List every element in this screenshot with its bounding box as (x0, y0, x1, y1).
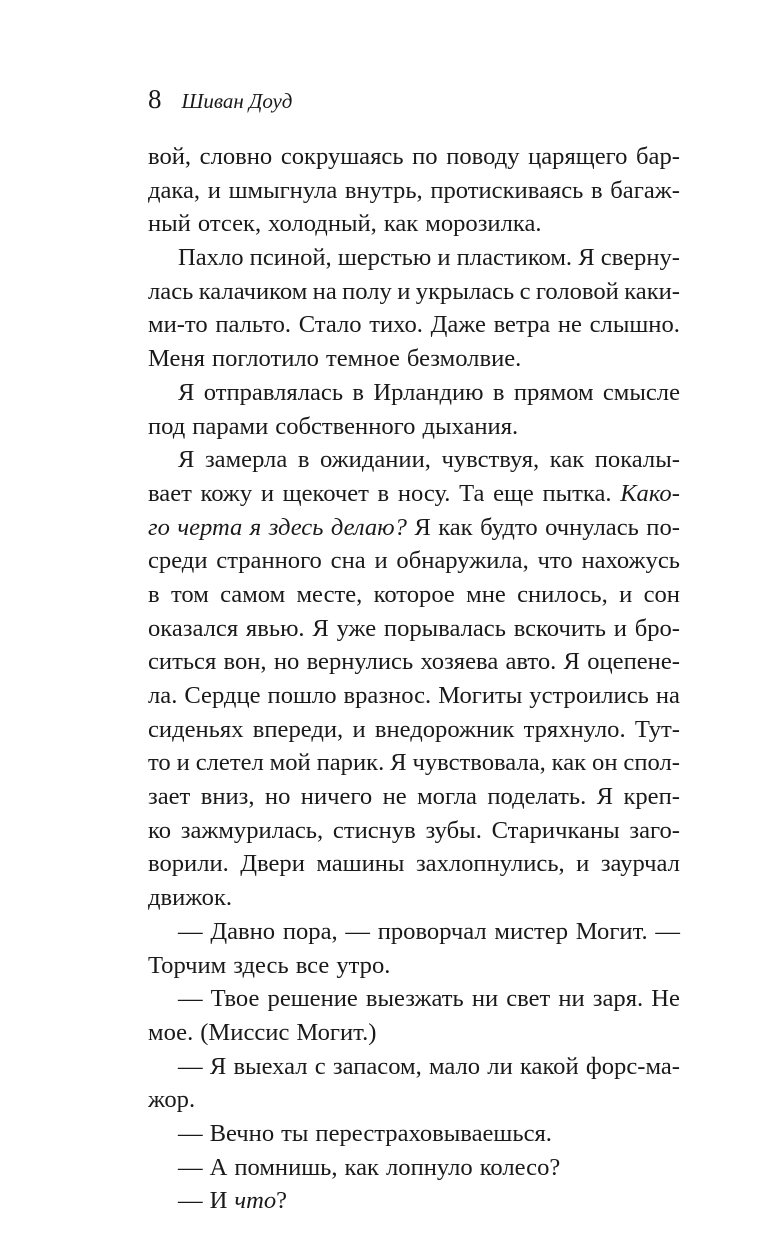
word: ли (487, 1052, 513, 1080)
word: сокрушаясь (280, 143, 404, 170)
word: безмолвие. (406, 345, 522, 373)
word: Двери (240, 850, 305, 878)
word: как (438, 513, 473, 541)
text-line (148, 847, 680, 881)
word: Та (459, 479, 485, 507)
word: с (519, 277, 531, 305)
text-line (148, 713, 680, 747)
word: на (312, 277, 337, 305)
word: утро. (336, 951, 391, 979)
word: еще (493, 479, 534, 507)
word: обнаружила, (396, 547, 529, 575)
word: Я (563, 648, 580, 676)
word: все (295, 951, 330, 979)
word: помнишь, (234, 1153, 338, 1181)
word: могла (417, 783, 477, 811)
word: — (178, 917, 203, 945)
word: дыхания. (422, 412, 519, 440)
word: пошло (267, 682, 337, 709)
word: вернулись (306, 648, 414, 676)
word: мое. (148, 1018, 194, 1046)
word: смысле (602, 378, 680, 406)
word: среди (148, 547, 208, 575)
word: проворчал (377, 917, 487, 945)
text-line (148, 1050, 680, 1084)
word: Стало (298, 311, 362, 339)
word: шмыгнула (228, 176, 338, 204)
word: заря. (592, 985, 644, 1013)
text-line (148, 1184, 680, 1218)
word: сон (643, 580, 680, 608)
text-line (148, 1016, 680, 1050)
word: нахожусь (581, 547, 680, 575)
word: и (352, 715, 366, 743)
word: делаю? (330, 513, 407, 541)
word: Ирландию (373, 378, 484, 406)
word: отправлялась (203, 378, 344, 406)
text-line (148, 342, 680, 376)
text-line (148, 477, 680, 511)
word: форс-ма- (585, 1052, 680, 1080)
word: в (591, 176, 603, 204)
word: чувствуя, (441, 446, 540, 474)
text-line (148, 982, 680, 1016)
word: под (148, 412, 186, 440)
word: внедорожник (374, 715, 515, 743)
text-line (148, 915, 680, 949)
text-line (148, 241, 680, 275)
word: но (273, 648, 300, 676)
word: Тут- (634, 715, 680, 743)
word: авто. (505, 648, 557, 676)
word: будто (480, 513, 538, 541)
word: месте, (296, 580, 363, 608)
word: слышно. (589, 311, 680, 339)
word: вниз, (200, 783, 255, 811)
word: ничего (300, 783, 373, 811)
word: снилось, (517, 580, 608, 608)
text-line (148, 410, 680, 444)
word: пытка. (542, 479, 612, 507)
word: ты (281, 1119, 309, 1147)
word: слетел (195, 749, 264, 777)
word: — (655, 917, 680, 945)
word: Давно (210, 917, 276, 945)
text-line (148, 207, 680, 241)
text-line (148, 780, 680, 814)
word: Я (414, 513, 431, 541)
word: Торчим (148, 951, 227, 979)
text-line (148, 679, 680, 713)
word: здесь (233, 951, 289, 979)
word: зает (148, 783, 191, 811)
word: на (655, 682, 680, 709)
word: черта (177, 513, 243, 541)
word: ситься (148, 648, 217, 676)
word: (Миссис (200, 1018, 290, 1046)
word: лась (148, 277, 194, 305)
word: странного (216, 547, 322, 575)
body-text (148, 140, 680, 1218)
word: пластиком. (456, 244, 573, 272)
word: Я (209, 1052, 227, 1080)
word: запасом, (332, 1052, 422, 1080)
word: сна (330, 547, 366, 575)
word: — (178, 1052, 203, 1080)
word: в (352, 378, 365, 406)
word: А (209, 1153, 228, 1181)
word: мало (428, 1052, 481, 1080)
word: и (207, 176, 221, 204)
word: самом (220, 580, 286, 608)
word: го (148, 513, 170, 541)
word: полу (342, 277, 392, 305)
word: дака, (148, 176, 201, 204)
word: жор. (148, 1086, 196, 1114)
running-head-author: Шиван Доуд (181, 89, 293, 113)
word: перестраховываешься. (315, 1119, 552, 1147)
word: укрылась (415, 277, 515, 305)
word: явью. (245, 614, 305, 642)
word: ни (471, 985, 499, 1013)
word: колесо? (479, 1153, 561, 1181)
text-line (148, 140, 680, 174)
text-line (148, 1117, 680, 1151)
word: порывалась (383, 614, 506, 642)
word: внутрь, (344, 176, 423, 204)
word: Твое (210, 985, 260, 1013)
word: парик. (316, 749, 385, 777)
word: сверну- (600, 244, 680, 272)
text-line (148, 308, 680, 342)
word: но (264, 783, 291, 811)
word: не (557, 311, 582, 339)
word: и (176, 749, 190, 777)
word: устроились (529, 682, 649, 709)
text-line (148, 645, 680, 679)
word: ко (148, 816, 171, 844)
word: поглотило (211, 345, 319, 373)
word: в (492, 378, 505, 406)
word: решение (267, 985, 358, 1013)
word: калачиком (198, 277, 308, 305)
word: И (209, 1187, 228, 1215)
word: зажмурилась, (180, 816, 324, 844)
word: по- (646, 513, 680, 541)
word: Я (178, 378, 195, 406)
word: покалы- (594, 446, 680, 474)
word: отсек, (197, 210, 262, 238)
page-number: 8 (148, 84, 162, 114)
word: в (377, 479, 390, 507)
word: хозяева (420, 648, 499, 676)
word: бар- (636, 143, 680, 170)
word: носу. (397, 479, 451, 507)
page-header (148, 84, 292, 124)
word: и (437, 244, 451, 272)
word: ворили. (148, 850, 229, 878)
word: Я (596, 783, 614, 811)
word: поделать. (487, 783, 587, 811)
word: собственного (275, 412, 416, 440)
text-line (148, 814, 680, 848)
word: ми-то (148, 311, 208, 339)
word: Меня (148, 345, 205, 373)
word: не (382, 783, 407, 811)
text-line (148, 511, 680, 545)
word: пора, (282, 917, 338, 945)
word: я (249, 513, 262, 541)
word: Я (390, 749, 407, 777)
word: замерла (204, 446, 288, 474)
word: темное (325, 345, 400, 373)
word: и (613, 614, 627, 642)
word: словно (199, 143, 273, 170)
word: сиденьях (148, 715, 244, 743)
word: и (397, 277, 411, 305)
word: как (383, 210, 419, 238)
word: морозилка. (425, 210, 542, 238)
word: поводу (446, 143, 520, 170)
word: чувствовала, (412, 749, 546, 777)
word: псиной, (249, 244, 332, 272)
word: по (412, 143, 438, 170)
word: кожу (200, 479, 253, 507)
word: и (619, 580, 633, 608)
word: пальто. (215, 311, 292, 339)
word: багаж- (610, 176, 680, 204)
word: вразнос. (343, 682, 432, 709)
word: головой (535, 277, 619, 305)
text-line (148, 949, 680, 983)
word: вскочить (513, 614, 606, 642)
word: ожидании, (320, 446, 431, 474)
word: заго- (629, 816, 680, 844)
word: — (178, 985, 203, 1013)
word: как (551, 749, 587, 777)
text-line (148, 578, 680, 612)
text-line (148, 612, 680, 646)
word: и (576, 850, 590, 878)
word: что (537, 547, 573, 575)
word: в (148, 580, 160, 608)
word: креп- (623, 783, 680, 811)
word: Старичканы (491, 816, 620, 844)
word: и (260, 479, 275, 507)
word: оцепене- (587, 648, 680, 676)
text-line (148, 881, 680, 915)
word: какой (519, 1052, 579, 1080)
word: тряхнуло. (523, 715, 626, 743)
word: здесь (268, 513, 324, 541)
word: вой, (148, 143, 192, 170)
text-line (148, 1083, 680, 1117)
word: которое (373, 580, 455, 608)
word: захлопнулись, (415, 850, 565, 878)
word: мой (269, 749, 311, 777)
word: в (297, 446, 310, 474)
word: ный (148, 210, 191, 238)
text-line (148, 275, 680, 309)
word: спол- (623, 749, 680, 777)
word: щекочет (282, 479, 369, 507)
word: Даже (430, 311, 486, 339)
word: как (344, 1153, 379, 1181)
word: ветра (493, 311, 551, 339)
word: уже (336, 614, 377, 642)
word: — (178, 1153, 203, 1181)
text-line (148, 174, 680, 208)
word: парами (192, 412, 269, 440)
word: каки- (624, 277, 680, 305)
word: бро- (634, 614, 680, 642)
word: зубы. (425, 816, 482, 844)
word: Вечно (209, 1119, 275, 1147)
word: и (374, 547, 388, 575)
text-line (148, 1151, 680, 1185)
word: впереди, (252, 715, 344, 743)
word: шерстью (337, 244, 432, 272)
word: мне (466, 580, 506, 608)
word: Не (651, 985, 680, 1013)
word: с (314, 1052, 326, 1080)
word: вон, (223, 648, 267, 676)
word: Могиты (438, 682, 523, 709)
word: стиснув (332, 816, 416, 844)
text-line (148, 376, 680, 410)
word: выезжать (365, 985, 464, 1013)
word: как (549, 446, 585, 474)
word: Како- (620, 479, 680, 507)
word: что? (234, 1187, 288, 1215)
word: холодный, (268, 210, 377, 238)
word: тихо. (369, 311, 423, 339)
word: он (592, 749, 618, 777)
word: — (178, 1187, 203, 1215)
word: Могит.) (296, 1018, 377, 1046)
word: вает (148, 479, 192, 507)
word: ла. (148, 682, 178, 709)
word: машины (316, 850, 405, 878)
word: ни (558, 985, 585, 1013)
word: лопнуло (386, 1153, 473, 1181)
word: то (148, 749, 171, 777)
word: выехал (233, 1052, 308, 1080)
word: движок. (148, 884, 233, 912)
word: свет (506, 985, 551, 1013)
word: Я (312, 614, 329, 642)
word: оказался (148, 614, 239, 642)
word: — (178, 1119, 203, 1147)
word: заурчал (600, 850, 680, 878)
word: — (345, 917, 370, 945)
word: Сердце (184, 682, 261, 709)
word: царящего (528, 143, 628, 170)
word: прямом (513, 378, 594, 406)
word: Пахло (178, 244, 244, 272)
text-line (148, 443, 680, 477)
word: Я (578, 244, 595, 272)
word: протискиваясь (430, 176, 584, 204)
word: очнулась (545, 513, 639, 541)
word: Могит. (575, 917, 648, 945)
text-line (148, 544, 680, 578)
text-line (148, 746, 680, 780)
word: мистер (494, 917, 569, 945)
word: том (170, 580, 209, 608)
word: Я (178, 446, 195, 474)
